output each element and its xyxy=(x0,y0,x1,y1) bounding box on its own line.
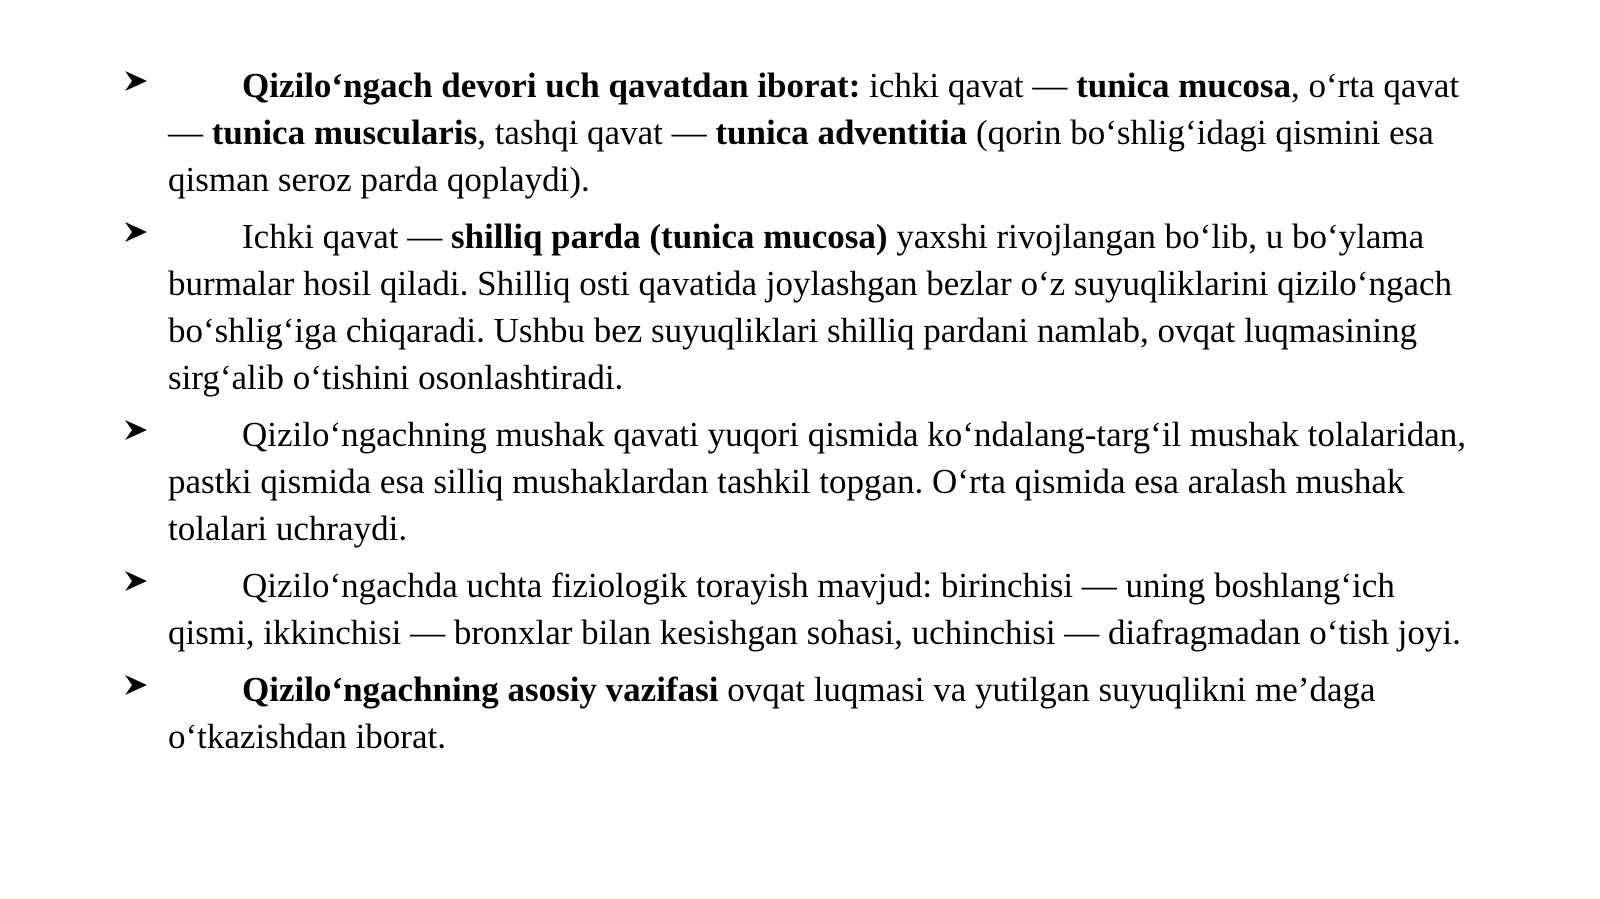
bullet-2-segment-1: Ichki qavat — xyxy=(242,217,451,256)
bullet-1-segment-2: ichki qavat — xyxy=(860,66,1077,105)
bullet-3-segment-1: Qizilo‘ngachning mushak qavati yuqori qismida ko‘ndalang-targ‘il mushak tolalaridan, pastki qismida esa silliq mushaklardan tashkil topgan. O‘rta qismida esa aralash mushak tolalari uchraydi. xyxy=(168,415,1467,548)
bullet-item-3 xyxy=(122,411,1482,552)
bullet-item-1 xyxy=(122,62,1482,203)
bullet-4-segment-1: Qizilo‘ngachda uchta fiziologik torayish mavjud: birinchisi — uning boshlang‘ich qismi, ikkinchisi — bronxlar bilan kesishgan sohasi, uchinchisi — diafragmadan o‘tish joyi. xyxy=(168,566,1461,652)
bullet-1-segment-8: (qorin bo‘shlig‘idagi qismini esa qisman seroz parda qoplaydi). xyxy=(168,113,1434,199)
bullet-item-2 xyxy=(122,213,1482,401)
arrowhead-bullet-icon xyxy=(122,62,152,109)
bullet-list xyxy=(122,62,1482,770)
bullet-5-segment-2: ovqat luqmasi va yutilgan suyuqlikni me’daga o‘tkazishdan iborat. xyxy=(168,670,1376,756)
bullet-2-segment-2: shilliq parda (tunica mucosa) xyxy=(450,217,888,256)
bullet-item-5 xyxy=(122,666,1482,760)
arrowhead-bullet-icon xyxy=(122,666,152,713)
arrowhead-bullet-icon xyxy=(122,213,152,260)
bullet-1-segment-5: tunica muscularis xyxy=(211,113,478,152)
bullet-1-segment-1: Qizilo‘ngach devori uch qavatdan iborat: xyxy=(242,66,861,105)
bullet-1-segment-4: , o‘rta qavat — xyxy=(168,66,1460,152)
arrowhead-bullet-icon xyxy=(122,411,152,458)
bullet-item-4 xyxy=(122,562,1482,656)
bullet-5-segment-1: Qizilo‘ngachning asosiy vazifasi xyxy=(242,670,719,709)
bullet-1-segment-7: tunica adventitia xyxy=(715,113,968,152)
bullet-1-segment-3: tunica mucosa xyxy=(1076,66,1292,105)
bullet-1-segment-6: , tashqi qavat — xyxy=(477,113,716,152)
arrowhead-bullet-icon xyxy=(122,562,152,609)
bullet-2-segment-3: yaxshi rivojlangan bo‘lib, u bo‘ylama burmalar hosil qiladi. Shilliq osti qavatida joylashgan bezlar o‘z suyuqliklarini qizilo‘ngach bo‘shlig‘iga chiqaradi. Ushbu bez suyuqliklari shilliq pardani namlab, ovqat luqmasining sirg‘alib o‘tishini osonlashtiradi. xyxy=(168,217,1453,397)
